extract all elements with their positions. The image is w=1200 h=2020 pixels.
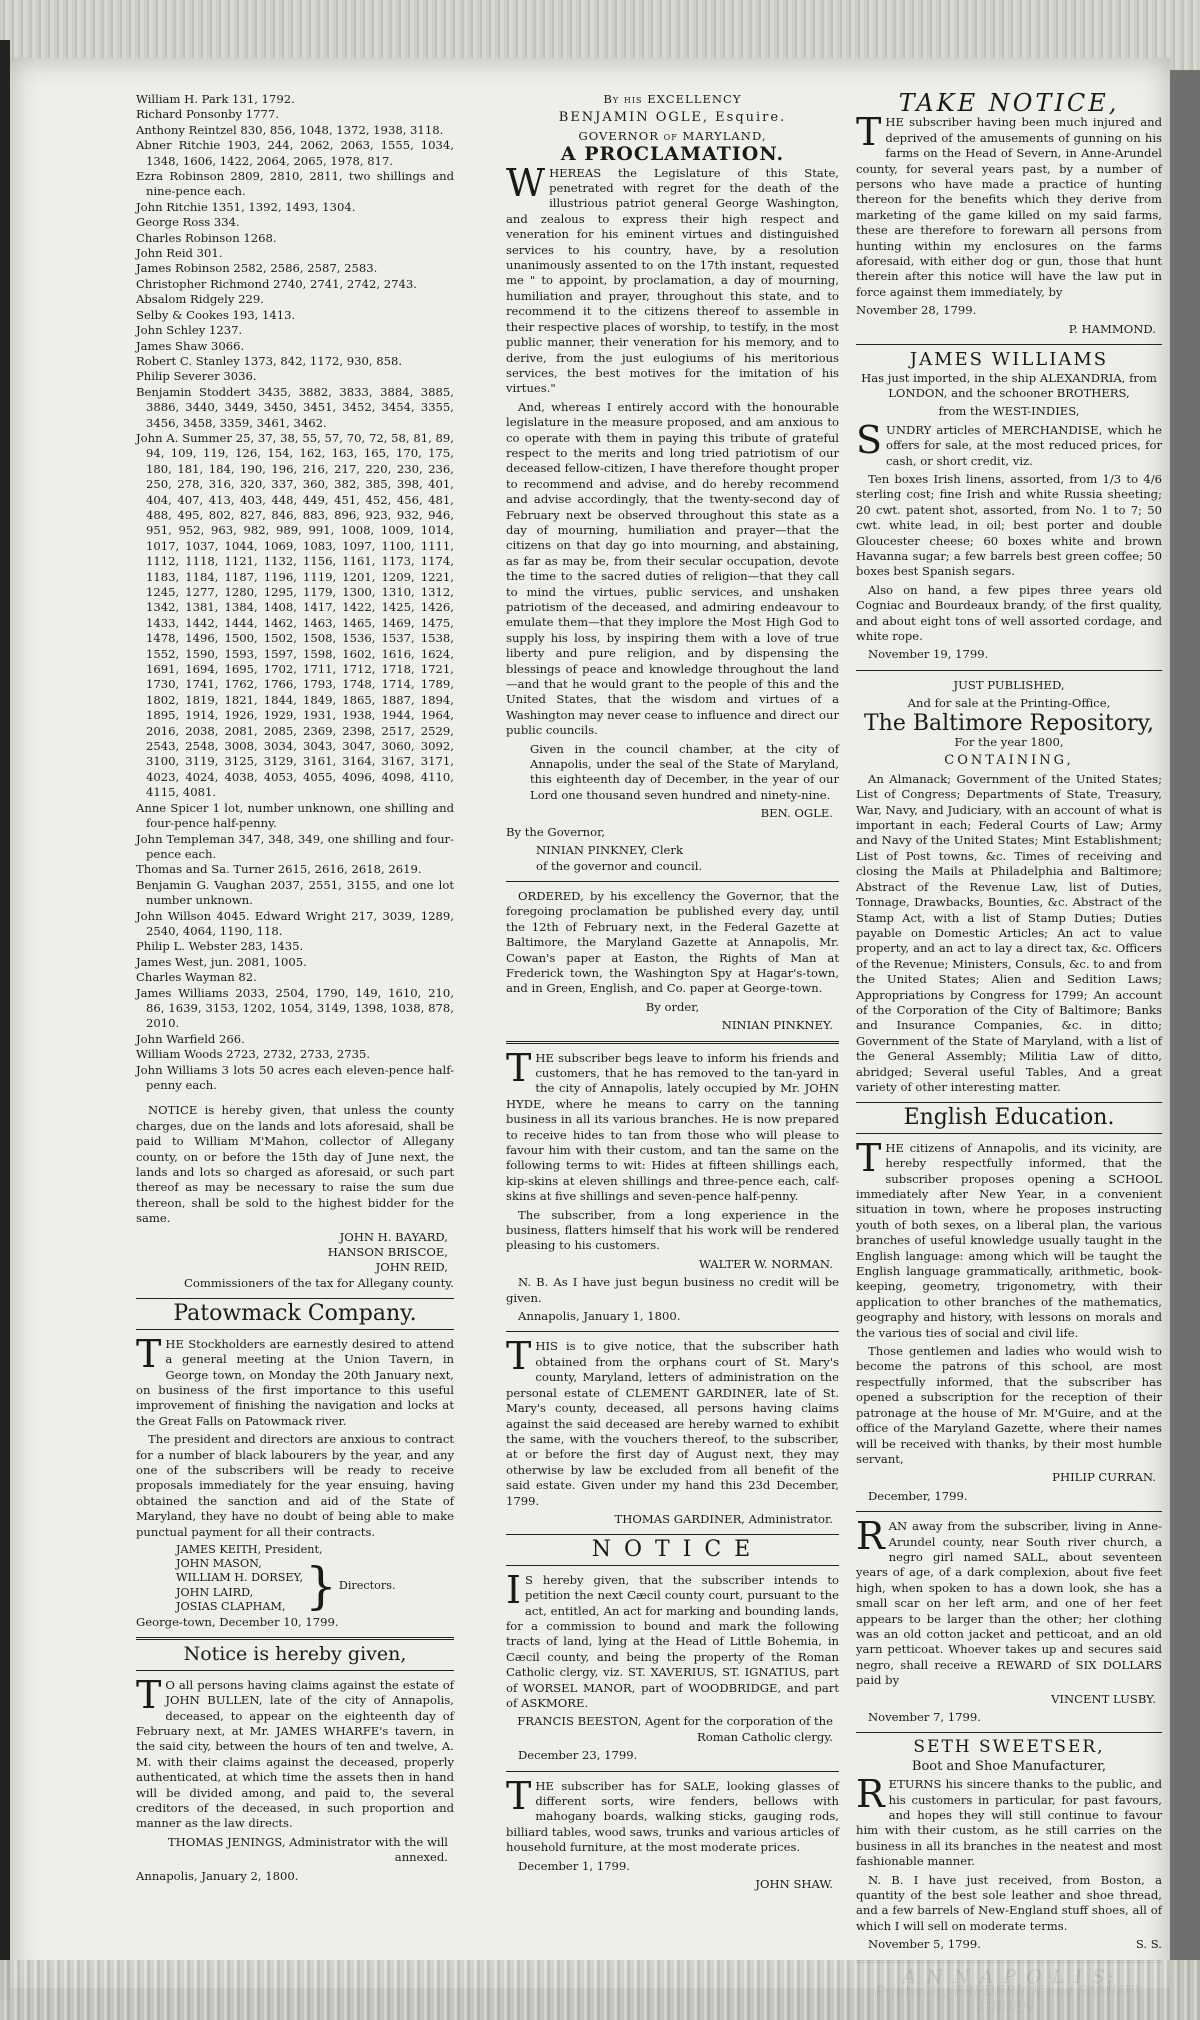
notice2-signer: THOMAS JENINGS, Administrator with the will annexed. bbox=[167, 1834, 448, 1865]
tax-list-entry: William H. Park 131, 1792. bbox=[136, 92, 295, 106]
divider bbox=[506, 1565, 839, 1566]
tanner-nb: N. B. As I have just begun business no credit will be given. bbox=[506, 1275, 839, 1305]
tanner-paragraph: The subscriber, from a long experience in the business, flatters himself that his work will be rendered pleasing to his customers. bbox=[506, 1207, 839, 1253]
tax-list-entry: Philip Severer 3036. bbox=[136, 369, 257, 384]
notice2-text: TO all persons having claims against the estate of JOHN BULLEN, late of the city of Annapolis, deceased, to appear on the eighteenth day of February next, at Mr. JAMES WHARFE's tavern, in the said city, between the hours of ten and twelve, A. M. with their claims against the deceased, properly authenticated, at which time the assets then in hand will be divided among, and paid to, the several creditors of the deceased, in such proportion and manner as the law directs. bbox=[136, 1672, 454, 1831]
tax-list-entry: Philip L. Webster 283, 1435. bbox=[136, 939, 304, 954]
proclamation-paragraph: And, whereas I entirely accord with the honourable legislature in the measure proposed, and am anxious to co operate with them in paying this tribute of grateful respect to the merits and long tried patriotism of our deceased fellow-citizen, I have therefore thought proper to recommend and advise, and do hereby recommend and advise accordingly, that the twenty-second day of February next be observed throughout this state as a day of mourning, humiliation and prayer—that the citizens on that day go into mourning, and abstaining, as far as may be, from their secular occupation, devote the time to the sacred duties of religion—that they call to mind the virtues, public services, and unshaken patriotism of the deceased, and admiring endeavour to emulate them—that they implore the Most High God to supply his loss, by inspiring them with a love of true liberty and pure religion, and by dispensing the blessings of peace and knowledge throughout the land—and that he would grant to the people of this and the United States, that the wisdom and virtues of a Washington may never cease to influence and direct our public councils. bbox=[506, 399, 839, 738]
tanner-paragraph: THE subscriber begs leave to inform his friends and customers, that he has removed to the tan-yard in the city of Annapolis, lately occupied by Mr. JOHN HYDE, where he means to carry on the tanning business in all its various branches. He is now prepared to receive hides to tan from those who will please to favour him with their custom, and tan the same on the following terms to wit: Hides at fifteen shillings each, kip-skins at eleven shillings and three-pence each, calf-skins at five shillings and seven-pence half-penny. bbox=[506, 1045, 839, 1204]
divider bbox=[506, 1534, 839, 1535]
tax-list-entry: Benjamin Stoddert 3435, 3882, 3833, 3884, 3885, 3886, 3440, 3449, 3450, 3451, 3452, 3454, 3355, 3456, 3458, 3359, 3461, 3462. bbox=[136, 384, 454, 430]
dateline: November 28, 1799. bbox=[856, 303, 977, 318]
column-left bbox=[136, 92, 454, 1887]
given-text: Given in the council chamber, at the city of Annapolis, under the seal of the State of Maryland, this eighteenth day of December, in the year of our Lord one thousand seven hundred and ninety-nine. bbox=[530, 741, 839, 802]
dateline: November 19, 1799. bbox=[868, 647, 989, 662]
divider bbox=[506, 1771, 839, 1772]
for-year: For the year 1800, bbox=[954, 735, 1064, 750]
dateline: December 1, 1799. bbox=[518, 1858, 630, 1873]
directors-block bbox=[176, 1543, 454, 1615]
tax-list-entry: Richard Ponsonby 1777. bbox=[136, 107, 279, 122]
director: WILLIAM H. DORSEY, bbox=[176, 1571, 304, 1585]
column-right bbox=[856, 89, 1162, 2016]
shaw-signer: JOHN SHAW. bbox=[755, 1877, 833, 1892]
divider bbox=[856, 670, 1162, 671]
patowmack-paragraph: The president and directors are anxious to contract for a number of black labourers by the year, and any one of the subscribers will be ready to receive proposals immediately for the year ensuing, having obtained the sanction and aid of the State of Maryland, they have no doubt of being able to make punctual payment for all their contracts. bbox=[136, 1432, 454, 1539]
williams-paragraph: Also on hand, a few pipes three years old Cogniac and Bourdeaux brandy, of the first quality, and about eight tons of well assorted cordage, and white rope. bbox=[856, 582, 1162, 643]
tax-list-entry: Ezra Robinson 2809, 2810, 2811, two shillings and nine-pence each. bbox=[136, 169, 454, 199]
ordered-text: ORDERED, by his excellency the Governor, that the foregoing proclamation be published every day, until the 12th of February next, in the Federal Gazette at Baltimore, the Maryland Gazette at Annapolis, Mr. Cowan's paper at Easton, the Rights of Man at Frederick town, the Washington Spy at Hagar's-town, and in Green, English, and Co. paper at George-town. bbox=[506, 888, 839, 996]
english-signer: PHILIP CURRAN. bbox=[1052, 1470, 1156, 1485]
sweetser-initials: S. S. bbox=[1135, 1937, 1162, 1952]
divider bbox=[506, 1041, 839, 1044]
column-middle bbox=[506, 92, 839, 1895]
notice-text: IS hereby given, that the subscriber intends to petition the next Cæcil county court, pursuant to the act, entitled, An act for marking and bounding lands, for a commission to bound and mark the following tracts of land, lying at the Head of Little Bohemia, in Cæcil county, and being the property of the Roman Catholic clergy, viz. ST. XAVERIUS, ST. IGNATIUS, part of WORSEL MANOR, part of WOODBRIDGE, and part of ASKMORE. bbox=[506, 1567, 839, 1710]
directors-label: Directors. bbox=[338, 1578, 396, 1592]
dateline: December, 1799. bbox=[868, 1488, 968, 1503]
williams-paragraph: Ten boxes Irish linens, assorted, from 1/3 to 4/6 sterling cost; fine Irish and white Russia sheeting; 20 cwt. patent shot, assorted, from No. 1 to 7; 50 cwt. white lead, in oil; best porter and double Gloucester cheese; 60 boxes white and brown Havanna sugar; a few barrels best green coffee; 50 boxes best Spanish segars. bbox=[856, 471, 1162, 579]
governor-title: GOVERNOR of MARYLAND, bbox=[578, 128, 767, 143]
tax-list-entry: John Schley 1237. bbox=[136, 323, 243, 338]
tax-list-entry: John Ritchie 1351, 1392, 1493, 1304. bbox=[136, 199, 356, 214]
ranaway-text: RAN away from the subscriber, living in Anne-Arundel county, near South river church, a negro girl named SALL, about seventeen years of age, of a dark complexion, about five feet high, when spoken to has a down look, she has a small scar on her left arm, and one of her feet appears to be larger than the other; her clothing was an old cotton jacket and petticoat, and an old yarn petticoat. Whoever takes up and secures said negro, shall receive a REWARD of SIX DOLLARS paid by bbox=[856, 1514, 1162, 1688]
hammond-signer: P. HAMMOND. bbox=[1068, 321, 1156, 336]
tax-list-entry: Christopher Richmond 2740, 2741, 2742, 2743. bbox=[136, 276, 417, 291]
dateline: December 23, 1799. bbox=[518, 1748, 638, 1763]
signer: HANSON BRISCOE, bbox=[327, 1245, 448, 1260]
tax-list-entry: Charles Robinson 1268. bbox=[136, 230, 277, 245]
sweetser-subheading: Boot and Shoe Manufacturer, bbox=[911, 1758, 1107, 1774]
director: JOHN LAIRD, bbox=[176, 1585, 254, 1599]
sweetser-heading: SETH SWEETSER, bbox=[913, 1737, 1105, 1758]
director: JOSIAS CLAPHAM, bbox=[176, 1600, 286, 1614]
english-paragraph: Those gentlemen and ladies who would wish to become the patrons of this school, are most respectfully informed, that the subscriber has opened a subscription for the reception of their patronage at the house of Mr. M'Guire, and at the office of the Maryland Gazette, where their names will be received with thanks, by their most humble servant, bbox=[856, 1344, 1162, 1466]
divider bbox=[136, 1637, 454, 1640]
by-line: By his EXCELLENCY bbox=[603, 92, 742, 106]
sweetser-nb: N. B. I have just received, from Boston, a quantity of the best sole leather and shoe thread, and a few barrels of New-England stuff shoes, all of which I will sell on moderate terms. bbox=[856, 1872, 1162, 1933]
tax-list-entry: Absalom Ridgely 229. bbox=[136, 292, 264, 307]
notice-signer: FRANCIS BEESTON, Agent for the corporation of the Roman Catholic clergy. bbox=[517, 1714, 833, 1744]
gardiner-signer: THOMAS GARDINER, Administrator. bbox=[614, 1511, 833, 1526]
tax-list-entry: Anthony Reintzel 830, 856, 1048, 1372, 1938, 3118. bbox=[136, 122, 444, 137]
clerk-line: NINIAN PINKNEY, Clerk bbox=[536, 843, 683, 858]
signer: JOHN H. BAYARD, bbox=[339, 1229, 448, 1244]
patowmack-heading: Patowmack Company. bbox=[173, 1301, 417, 1327]
tax-list-entry: Robert C. Stanley 1373, 842, 1172, 930, 858. bbox=[136, 353, 403, 368]
divider bbox=[136, 1670, 454, 1671]
divider bbox=[856, 1102, 1162, 1103]
just-published: JUST PUBLISHED, bbox=[953, 677, 1065, 692]
newspaper-page bbox=[10, 58, 1170, 1988]
tax-list-entry: James Williams 2033, 2504, 1790, 149, 1610, 210, 86, 1639, 3153, 1202, 1054, 3149, 1398, 1038, 878, 2010. bbox=[136, 985, 454, 1031]
tax-list-entry: Selby & Cookes 193, 1413. bbox=[136, 307, 296, 322]
commissioners-title: Commissioners of the tax for Allegany county. bbox=[183, 1275, 454, 1290]
divider bbox=[856, 1511, 1162, 1512]
proclamation-heading: A PROCLAMATION. bbox=[560, 143, 785, 166]
divider bbox=[136, 1298, 454, 1299]
tax-list-entry: Benjamin G. Vaughan 2037, 2551, 3155, and one lot number unknown. bbox=[136, 877, 454, 908]
containing: CONTAINING, bbox=[944, 753, 1074, 769]
tax-list-entry: Anne Spicer 1 lot, number unknown, one shilling and four-pence half-penny. bbox=[136, 800, 454, 831]
english-heading: English Education. bbox=[903, 1105, 1115, 1131]
tax-list-entry: George Ross 334. bbox=[136, 215, 240, 230]
by-order: By order, bbox=[645, 999, 700, 1014]
signer: JOHN REID, bbox=[375, 1260, 448, 1275]
by-governor: By the Governor, bbox=[506, 824, 606, 839]
divider bbox=[506, 881, 839, 882]
patowmack-paragraph: THE Stockholders are earnestly desired to attend a general meeting at the Union Tavern, in George town, on Monday the 20th January next, on business of the first importance to this useful improvement of finishing the navigation and locks at the Great Falls on Patowmack river. bbox=[136, 1331, 454, 1428]
dateline-text: November 5, 1799. bbox=[868, 1937, 981, 1952]
tax-list-entry: John Williams 3 lots 50 acres each eleven-pence half-penny each. bbox=[136, 1062, 454, 1092]
divider bbox=[856, 344, 1162, 345]
notice-signers bbox=[136, 1230, 454, 1276]
scan-left-edge bbox=[0, 40, 10, 2000]
tax-list-entry: Thomas and Sa. Turner 2615, 2616, 2618, 2619. bbox=[136, 862, 422, 877]
ranaway-signer: VINCENT LUSBY. bbox=[1051, 1691, 1156, 1706]
tax-list-entry: John Templeman 347, 348, 349, one shilling and four-pence each. bbox=[136, 831, 454, 861]
dateline: Annapolis, January 1, 1800. bbox=[518, 1309, 681, 1324]
divider bbox=[136, 1329, 454, 1330]
gardiner-text: THIS is to give notice, that the subscriber hath obtained from the orphans court of St. Mary's county, Maryland, letters of administration on the personal estate of CLEMENT GARDINER, late of St. Mary's county, deceased, all persons having claims against the said deceased are hereby warned to exhibit the same, with the vouchers thereof, to the subscriber, at or before the first day of August next, they may otherwise by law be excluded from all benefit of the said estate. Given under my hand this 23d December, 1799. bbox=[506, 1334, 839, 1508]
for-sale-line: And for sale at the Printing-Office, bbox=[907, 696, 1111, 711]
english-paragraph: THE citizens of Annapolis, and its vicinity, are hereby respectfully informed, that the subscriber proposes opening a SCHOOL immediately after New Year, in a convenient situation in town, where he proposes instructing youth of both sexes, on a liberal plan, the various branches of useful knowledge usually taught in the English language: among which will be taught the English language grammatically, arithmetic, book-keeping, geometry, trigonometry, with their application to other branches of the mathematics, geography and history, with lessons on morals and the various ties of social and civil life. bbox=[856, 1135, 1162, 1340]
tax-list-entry: John Reid 301. bbox=[136, 246, 223, 261]
divider bbox=[856, 1133, 1162, 1134]
tax-list-entry: Charles Wayman 82. bbox=[136, 970, 257, 985]
tax-list-entry: John Warfield 266. bbox=[136, 1031, 245, 1046]
governor-name: BENJAMIN OGLE, Esquire. bbox=[558, 110, 787, 126]
scan-noise-bottom bbox=[0, 1960, 1200, 2020]
dateline: November 7, 1799. bbox=[868, 1710, 981, 1724]
notice-text: NOTICE is hereby given, that unless the county charges, due on the lands and lots aforesaid, shall be paid to William M'Mahon, collector of Allegany county, on or before the 15th day of June next, the lands and lots so charged as aforesaid, or such part thereof as may be necessary to raise the sum due thereon, shall be sold to the highest bidder for the same. bbox=[136, 1103, 454, 1226]
notice2-heading: Notice is hereby given, bbox=[183, 1643, 407, 1666]
president-line: JAMES KEITH, President, bbox=[176, 1542, 323, 1556]
proclamation-paragraph: WHEREAS the Legislature of this State, penetrated with regret for the death of the illustrious patriot general George Washington, and zealous to express their high respect and veneration for his eminent virtues and distinguished services to his country, have, by a resolution unanimously assented to on the 17th instant, requested me " to appoint, by proclamation, a day of mourning, humiliation and prayer, throughout this state, and to recommend it to the citizens thereof to assemble in their respective places of worship, to testify, in the most public manner, their veneration for his memory, and to derive, from the just eulogiums of his meritorious services, the best motives for the imitation of his virtues." bbox=[506, 160, 839, 396]
divider bbox=[506, 1331, 839, 1332]
hammond-text: THE subscriber having been much injured and deprived of the amusements of gunning on his farms on the Head of Severn, in Anne-Arundel county, for several years past, by a number of persons who have made a practice of hunting thereon for the benefits which they derive from marketing of the game killed on my said farms, these are therefore to forewarn all persons from hunting within my enclosures on the farms aforesaid, with either dog or gun, those that hunt therein after this notice will have the law put in force against them immediately, by bbox=[856, 110, 1162, 299]
brace-glyph: } bbox=[305, 1556, 337, 1615]
repository-text: An Almanack; Government of the United States; List of Congress; Departments of State, Treasury, War, Navy, and Judiciary, with an account of what is important in each; Federal Courts of Law; Army and Navy of the United States; Mint Establishment; List of Post towns, &c. Times of receiving and closing the Mails at Philadelphia and Baltimore; Abstract of the Revenue Law, list of Duties, Tonnage, Drawbacks, Bounties, &c. Abstract of the Stamp Act, with a list of Stamp Duties; Duties payable on Domestic Articles; An act to value property, and an act to lay a direct tax, &c. Officers of the Revenue; Ministers, Consuls, &c. to and from the United States; Alien and Sedition Laws; Appropriations by Congress for 1799; An account of the Corporation of the City of Baltimore; Banks and Insurance Companies, &c. in ditto; Government of the State of Maryland, with a list of the General Assembly; Militia Law of ditto, abridged; Several useful Tables, And a great variety of other interesting matter. bbox=[856, 771, 1162, 1094]
tanner-signer: WALTER W. NORMAN. bbox=[698, 1256, 833, 1271]
dateline: Annapolis, January 2, 1800. bbox=[136, 1868, 299, 1883]
take-notice-heading: TAKE NOTICE, bbox=[898, 89, 1120, 117]
tax-list-entry: John Willson 4045. Edward Wright 217, 3039, 1289, 2540, 4064, 1190, 118. bbox=[136, 908, 454, 938]
williams-paragraph: SUNDRY articles of MERCHANDISE, which he offers for sale, at the most reduced prices, for cash, or short credit, viz. bbox=[856, 417, 1162, 468]
williams-subheading: from the WEST-INDIES, bbox=[938, 404, 1080, 419]
tax-list bbox=[136, 92, 454, 1093]
tax-list-entry: Abner Ritchie 1903, 244, 2062, 2063, 1555, 1034, 1348, 1606, 1422, 2064, 2065, 1978, 817. bbox=[136, 138, 454, 168]
repository-heading: The Baltimore Repository, bbox=[863, 710, 1155, 736]
williams-subheading: Has just imported, in the ship ALEXANDRIA, from LONDON, and the schooner BROTHERS, bbox=[861, 370, 1157, 400]
by-order-name: NINIAN PINKNEY. bbox=[721, 1018, 833, 1033]
shaw-text: THE subscriber has for SALE, looking glasses of different sorts, wire fenders, bellows with mahogany boards, walking sticks, gauging rods, billiard tables, wood saws, trunks and various articles of household furniture, at the most moderate prices. bbox=[506, 1773, 839, 1855]
notice-heading: N O T I C E bbox=[591, 1537, 754, 1563]
dateline bbox=[856, 1937, 1162, 1952]
tax-list-entry: John A. Summer 25, 37, 38, 55, 57, 70, 72, 58, 81, 89, 94, 109, 119, 126, 154, 162, 163, 165, 170, 175, 180, 181, 184, 190, 196, 216, 217, 220, 230, 236, 250, 278, 316, 320, 337, 360, 382, 385, 398, 401, 404, 407, 413, 403, 448, 449, 451, 452, 456, 481, 488, 495, 802, 827, 846, 883, 896, 923, 932, 946, 951, 952, 963, 982, 989, 991, 1008, 1009, 1014, 1017, 1037, 1044, 1069, 1083, 1097, 1100, 1111, 1112, 1118, 1121, 1132, 1156, 1161, 1173, 1174, 1183, 1184, 1187, 1196, 1119, 1201, 1209, 1221, 1245, 1277, 1280, 1295, 1179, 1300, 1310, 1312, 1342, 1381, 1384, 1408, 1417, 1422, 1425, 1426, 1433, 1442, 1444, 1462, 1463, 1465, 1469, 1475, 1478, 1496, 1500, 1502, 1508, 1536, 1537, 1538, 1552, 1590, 1593, 1597, 1598, 1602, 1616, 1624, 1691, 1694, 1695, 1702, 1711, 1712, 1718, 1721, 1730, 1741, 1762, 1766, 1793, 1748, 1714, 1789, 1802, 1819, 1821, 1844, 1849, 1865, 1887, 1894, 1895, 1914, 1926, 1929, 1931, 1938, 1944, 1964, 2016, 2038, 2081, 2085, 2369, 2398, 2517, 2529, 2543, 2548, 3008, 3034, 3043, 3047, 3060, 3092, 3100, 3119, 3125, 3129, 3161, 3164, 3167, 3171, 4023, 4024, 4038, 4053, 4055, 4096, 4098, 4110, 4115, 4081. bbox=[136, 430, 454, 800]
sweetser-paragraph: RETURNS his sincere thanks to the public, and his customers in particular, for past favours, and hopes they will still continue to favour him with their custom, as he still carries on the business in all its branches in the neatest and most fashionable manner. bbox=[856, 1772, 1162, 1869]
divider bbox=[856, 1732, 1162, 1733]
clerk-line: of the governor and council. bbox=[536, 858, 703, 873]
tax-list-entry: James West, jun. 2081, 1005. bbox=[136, 954, 307, 969]
director: JOHN MASON, bbox=[176, 1556, 262, 1570]
tax-list-entry: James Shaw 3066. bbox=[136, 338, 245, 353]
williams-heading: JAMES WILLIAMS bbox=[909, 349, 1109, 371]
tax-list-entry: William Woods 2723, 2732, 2733, 2735. bbox=[136, 1047, 371, 1062]
tax-list-entry: James Robinson 2582, 2586, 2587, 2583. bbox=[136, 261, 378, 276]
given-signer: BEN. OGLE. bbox=[760, 806, 833, 821]
dateline: George-town, December 10, 1799. bbox=[136, 1614, 339, 1629]
